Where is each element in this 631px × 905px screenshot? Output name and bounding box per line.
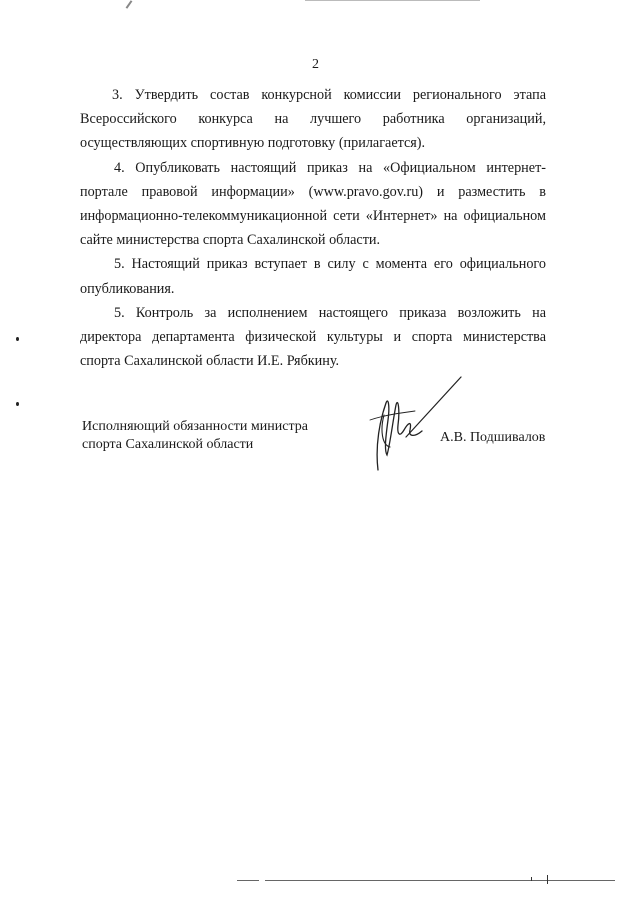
scan-bottom-line (265, 880, 615, 881)
signatory-position-line2: спорта Сахалинской области (82, 437, 254, 452)
signer-name: А.В. Подшивалов (440, 430, 546, 445)
scan-dot-mark (16, 337, 19, 341)
signatory-position-line1: Исполняющий обязанности министра (82, 419, 308, 434)
handwritten-signature (360, 375, 475, 475)
paragraph-control-assignment: 5. Контроль за исполнением настоящего приказа возложить на директора департамента физической культуры и спорта министерства спорта Сахалинской области И.Е. Рябкину. (80, 304, 546, 370)
page-number: 2 (312, 57, 319, 72)
scan-edge-line (305, 0, 480, 1)
scan-bottom-tick (547, 875, 548, 884)
paragraph-effective-date: 5. Настоящий приказ вступает в силу с момента его официального опубликования. (80, 256, 546, 297)
paragraph-approve-commission: 3. Утвердить состав конкурсной комиссии регионального этапа Всероссийского конкурса на лучшего работника организаций, осуществляющих спортивную подготовку (прилагается). (80, 87, 546, 152)
scan-bottom-tick (531, 877, 532, 881)
scan-edge-tick (126, 0, 133, 9)
signatory-position (82, 418, 308, 454)
scan-dot-mark (16, 402, 19, 406)
document-body (80, 83, 546, 373)
scan-bottom-line (237, 880, 259, 881)
paragraph-publish-order: 4. Опубликовать настоящий приказ на «Официальном интернет-портале правовой информации» (www.pravo.gov.ru) и разместить в информационно-телекоммуникационной сети «Интернет» на официальном сайте министерства спорта Сахалинской области. (80, 159, 546, 249)
